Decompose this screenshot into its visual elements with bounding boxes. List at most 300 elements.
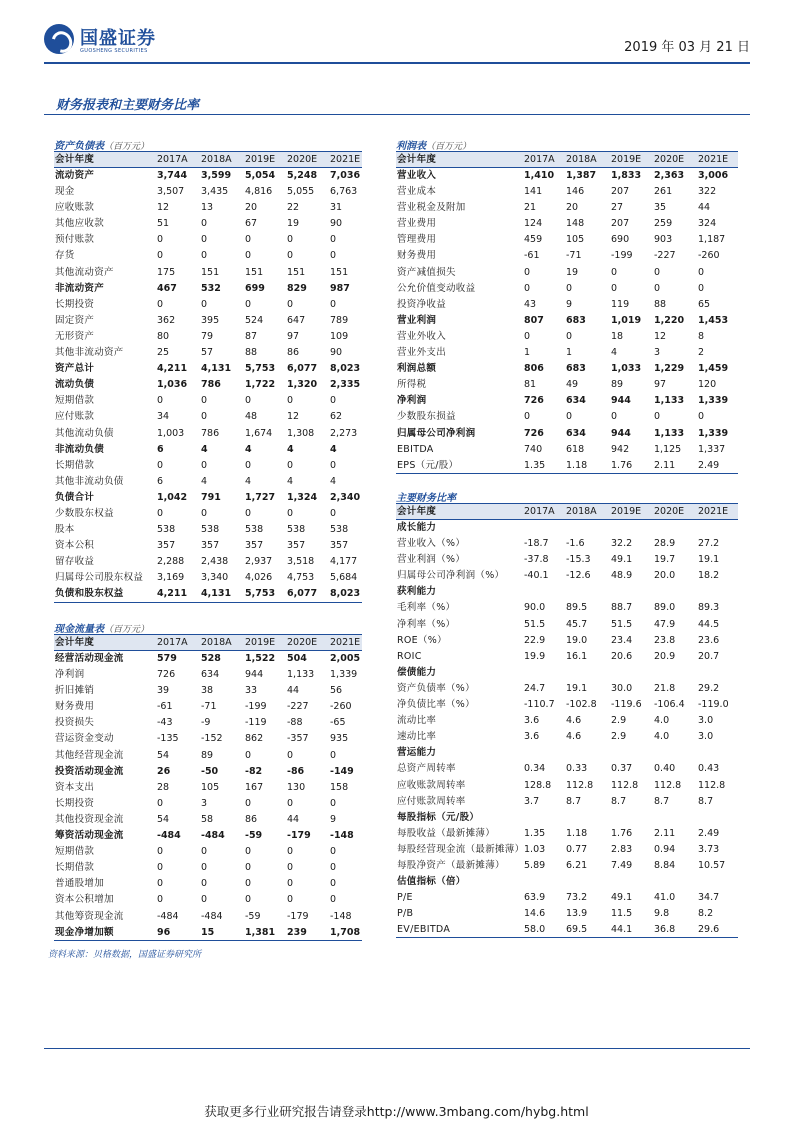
header-year: 2018A — [201, 637, 232, 648]
row-value: 683 — [566, 363, 586, 375]
row-value: 1,708 — [330, 926, 361, 938]
table-row — [396, 426, 738, 442]
row-value: 3 — [654, 347, 661, 359]
row-label: 投资损失 — [55, 717, 95, 729]
row-label: EPS（元/股） — [397, 459, 459, 471]
table-row — [54, 876, 362, 892]
row-label: 每股收益（最新摊薄） — [397, 827, 496, 839]
row-value: 0 — [157, 234, 164, 246]
table-unit: （百万元） — [104, 142, 150, 152]
row-value: 538 — [245, 524, 264, 536]
row-value: 0 — [157, 250, 164, 262]
row-value: 4,753 — [287, 572, 315, 584]
row-value: 10.57 — [698, 859, 726, 871]
row-value: 73.2 — [566, 892, 588, 904]
row-label: 速动比率 — [397, 731, 437, 743]
row-value: -199 — [245, 701, 267, 713]
row-value: 0 — [201, 507, 208, 519]
row-label: 其他非流动资产 — [55, 347, 124, 359]
row-value: 0 — [201, 298, 208, 310]
table-row — [54, 780, 362, 796]
row-value: 726 — [157, 669, 176, 681]
row-label: 长期借款 — [55, 862, 95, 874]
row-value: 1.18 — [566, 827, 588, 839]
table-row — [396, 778, 738, 794]
row-value: 158 — [330, 781, 349, 793]
table-row — [54, 764, 362, 780]
row-value: 0 — [201, 234, 208, 246]
row-value: 0 — [330, 797, 337, 809]
row-value: -1.6 — [566, 538, 585, 550]
row-value: 0.43 — [698, 763, 720, 775]
row-value: 151 — [245, 266, 264, 278]
row-value: 2.11 — [654, 459, 676, 471]
row-value: 0 — [654, 266, 661, 278]
row-value: 1,308 — [287, 427, 315, 439]
row-value: 1,324 — [287, 491, 318, 503]
row-value: 261 — [654, 186, 673, 198]
row-value: 3,006 — [698, 170, 729, 181]
row-value: 89.0 — [654, 602, 676, 614]
row-value: 8,023 — [330, 588, 361, 600]
row-value: -179 — [287, 830, 311, 842]
table-row — [396, 617, 738, 633]
row-value: 86 — [287, 347, 300, 359]
header-year: 2021E — [698, 154, 729, 165]
row-label: 营业外支出 — [397, 347, 447, 359]
row-value: 0 — [157, 507, 164, 519]
row-value: 35 — [654, 202, 667, 214]
row-value: 903 — [654, 234, 673, 246]
table-row — [54, 393, 362, 409]
row-label: 净利润 — [397, 395, 427, 407]
row-value: 0 — [330, 507, 337, 519]
row-value: 0 — [566, 282, 573, 294]
row-value: 0 — [157, 797, 164, 809]
table-row — [396, 232, 738, 248]
table-row — [396, 184, 738, 200]
row-value: 0 — [287, 894, 294, 906]
row-label: 折旧摊销 — [55, 685, 95, 697]
row-value: 0 — [287, 298, 294, 310]
row-value: 1,381 — [245, 926, 276, 938]
row-value: 579 — [157, 653, 177, 664]
table-row — [396, 600, 738, 616]
row-label: 净利润 — [55, 669, 85, 681]
row-value: 0 — [245, 459, 252, 471]
row-label: 估值指标（倍） — [397, 876, 466, 888]
row-label: ROE（%） — [397, 634, 447, 646]
row-value: 0 — [245, 298, 252, 310]
row-value: 3.0 — [698, 731, 714, 743]
row-label: 归属母公司净利润（%） — [397, 570, 505, 582]
row-value: 34.7 — [698, 892, 720, 904]
row-value: 0 — [611, 282, 618, 294]
header-year: 2018A — [566, 154, 597, 165]
table-row — [396, 536, 738, 552]
row-value: -148 — [330, 910, 352, 922]
row-value: 4,026 — [245, 572, 273, 584]
row-value: 942 — [611, 443, 630, 455]
row-value: 18 — [611, 330, 624, 342]
header-label: 会计年度 — [55, 154, 95, 165]
row-value: -135 — [157, 733, 179, 745]
table-row — [396, 313, 738, 329]
table-row — [54, 458, 362, 474]
row-label: 预付账款 — [55, 234, 95, 246]
row-value: 20 — [245, 202, 258, 214]
row-value: 90.0 — [524, 602, 546, 614]
row-label: 普通股增加 — [55, 878, 105, 890]
row-value: 51.5 — [611, 618, 633, 630]
row-value: 0 — [201, 411, 208, 423]
row-value: 0.37 — [611, 763, 633, 775]
row-label: 所得税 — [397, 379, 427, 391]
row-label: EV/EBITDA — [397, 924, 451, 936]
row-label: P/B — [397, 908, 414, 920]
data-source-note: 资料来源：贝格数据，国盛证券研究所 — [48, 950, 202, 960]
row-value: 44.1 — [611, 924, 633, 936]
row-value: 88 — [245, 347, 258, 359]
row-value: 19.1 — [566, 682, 588, 694]
row-value: 0 — [611, 266, 618, 278]
row-value: 0 — [330, 298, 337, 310]
row-value: 0 — [698, 411, 705, 423]
table-row — [54, 651, 362, 667]
row-value: 4,816 — [245, 186, 273, 198]
table-row — [54, 474, 362, 490]
row-value: 22.9 — [524, 634, 546, 646]
row-value: 1,033 — [611, 363, 642, 375]
table-row — [54, 828, 362, 844]
row-value: 2,273 — [330, 427, 358, 439]
row-label: 存货 — [55, 250, 75, 262]
table-row — [396, 248, 738, 264]
row-value: 90 — [330, 347, 343, 359]
row-label: 净利率（%） — [397, 618, 456, 630]
row-value: 0 — [611, 411, 618, 423]
row-value: 0 — [201, 250, 208, 262]
row-value: -227 — [654, 250, 676, 262]
row-value: 2,937 — [245, 556, 273, 568]
table-row — [396, 906, 738, 922]
footer-link-text[interactable]: 获取更多行业研究报告请登录http://www.3mbang.com/hybg.html — [204, 1104, 589, 1119]
row-value: 20 — [566, 202, 579, 214]
row-label: 总资产周转率 — [397, 763, 456, 775]
row-value: 0 — [245, 862, 252, 874]
row-value: 4 — [201, 475, 208, 487]
row-value: 0 — [287, 395, 294, 407]
header-year: 2019E — [611, 154, 642, 165]
table-row — [396, 409, 738, 425]
table-row — [396, 297, 738, 313]
table-row — [54, 313, 362, 329]
row-value: 51 — [157, 218, 170, 230]
row-value: 1,133 — [654, 427, 685, 439]
report-date: 2019 年 03 月 21 日 — [624, 40, 750, 55]
row-value: 0 — [330, 846, 337, 858]
table-row — [54, 361, 362, 377]
row-label: 投资净收益 — [397, 298, 447, 310]
row-value: 20.0 — [654, 570, 676, 582]
row-value: 0 — [330, 459, 337, 471]
table-row — [54, 522, 362, 538]
row-value: 4 — [245, 475, 252, 487]
row-value: 1,339 — [698, 395, 729, 407]
row-value: 28.9 — [654, 538, 676, 550]
section-title: 财务报表和主要财务比率 — [56, 98, 200, 113]
row-value: -152 — [201, 733, 223, 745]
row-value: 8 — [698, 330, 705, 342]
row-value: 44 — [287, 813, 300, 825]
row-value: 19.9 — [524, 650, 546, 662]
row-label: 偿债能力 — [397, 666, 437, 678]
table-row — [396, 681, 738, 697]
row-value: 28 — [157, 781, 170, 793]
row-value: 13 — [201, 202, 214, 214]
row-value: 0 — [287, 234, 294, 246]
row-value: 6 — [157, 475, 164, 487]
row-label: 其他流动负债 — [55, 427, 114, 439]
row-value: 3,169 — [157, 572, 185, 584]
row-value: 0.40 — [654, 763, 676, 775]
row-value: 96 — [157, 926, 171, 938]
row-value: 109 — [330, 330, 349, 342]
table-title: 利润表 — [396, 141, 426, 152]
row-value: 1,339 — [698, 427, 729, 439]
table-row — [396, 761, 738, 777]
row-label: 流动资产 — [55, 170, 95, 181]
row-value: 6,077 — [287, 363, 318, 375]
income-statement-table — [396, 137, 738, 474]
table-row — [54, 699, 362, 715]
row-value: 726 — [524, 427, 544, 439]
row-value: 3.6 — [524, 715, 540, 727]
row-value: 4 — [287, 475, 294, 487]
row-value: 3.7 — [524, 795, 540, 807]
row-value: 0 — [245, 250, 252, 262]
table-header-row — [54, 152, 362, 168]
row-label: 少数股东权益 — [55, 507, 114, 519]
row-value: 8.84 — [654, 859, 676, 871]
row-value: -61 — [524, 250, 540, 262]
row-value: 0 — [157, 395, 164, 407]
row-value: 24.7 — [524, 682, 546, 694]
table-row — [54, 892, 362, 908]
header-label: 会计年度 — [397, 154, 437, 165]
row-value: 32.2 — [611, 538, 633, 550]
row-label: 固定资产 — [55, 314, 95, 326]
row-value: 0 — [698, 282, 705, 294]
row-value: 1,387 — [566, 170, 597, 181]
company-logo — [44, 22, 184, 60]
row-value: 0 — [245, 846, 252, 858]
row-value: 1,133 — [654, 395, 685, 407]
row-value: 1,410 — [524, 170, 555, 181]
row-value: 1,339 — [330, 669, 358, 681]
row-value: -357 — [287, 733, 309, 745]
table-row — [54, 683, 362, 699]
table-row — [54, 570, 362, 586]
table-row — [54, 297, 362, 313]
table-row — [54, 248, 362, 264]
row-label: 财务费用 — [55, 701, 95, 713]
row-value: 0.34 — [524, 763, 546, 775]
row-label: 成长能力 — [397, 522, 437, 533]
table-row — [396, 393, 738, 409]
row-label: 营业成本 — [397, 186, 437, 198]
row-value: 944 — [611, 427, 631, 439]
row-value: 23.6 — [698, 634, 720, 646]
row-value: 1,019 — [611, 314, 642, 326]
table-row — [396, 697, 738, 713]
row-value: -148 — [330, 830, 354, 842]
table-row — [396, 745, 738, 761]
row-value: 1 — [524, 347, 531, 359]
row-value: -149 — [330, 765, 354, 777]
row-value: 151 — [330, 266, 349, 278]
row-value: 0 — [201, 862, 208, 874]
row-label: 负债和股东权益 — [55, 588, 124, 600]
row-value: 7.49 — [611, 859, 633, 871]
row-value: 0 — [287, 507, 294, 519]
row-value: 504 — [287, 653, 307, 664]
table-row — [54, 506, 362, 522]
row-value: 57 — [201, 347, 214, 359]
row-value: 0 — [245, 507, 252, 519]
row-value: 151 — [201, 266, 220, 278]
row-label: 管理费用 — [397, 234, 437, 246]
table-row — [54, 538, 362, 554]
row-value: 130 — [287, 781, 306, 793]
row-value: 1,674 — [245, 427, 273, 439]
row-value: 538 — [287, 524, 306, 536]
row-value: 6,077 — [287, 588, 318, 600]
row-label: 长期投资 — [55, 797, 95, 809]
table-row — [396, 552, 738, 568]
row-value: 19.0 — [566, 634, 588, 646]
table-row — [396, 377, 738, 393]
row-value: 21 — [524, 202, 537, 214]
row-value: 207 — [611, 186, 630, 198]
table-row — [54, 860, 362, 876]
row-value: 357 — [201, 540, 220, 552]
row-value: 0.33 — [566, 763, 588, 775]
row-value: 11.5 — [611, 908, 633, 920]
table-title: 资产负债表 — [54, 141, 104, 152]
row-value: 0 — [287, 862, 294, 874]
row-value: 3,340 — [201, 572, 229, 584]
row-value: 146 — [566, 186, 585, 198]
row-value: -50 — [201, 765, 219, 777]
row-value: 12 — [654, 330, 667, 342]
row-value: 0 — [157, 878, 164, 890]
row-value: 44.5 — [698, 618, 720, 630]
header-label: 会计年度 — [55, 637, 95, 648]
row-value: 690 — [611, 234, 630, 246]
row-label: 投资活动现金流 — [55, 765, 124, 777]
row-label: 资本公积增加 — [55, 894, 114, 906]
table-row — [54, 409, 362, 425]
row-value: 97 — [654, 379, 667, 391]
table-row — [396, 329, 738, 345]
row-value: 0 — [330, 749, 337, 761]
row-value: 239 — [287, 926, 307, 938]
row-value: 49.1 — [611, 892, 633, 904]
row-value: 0 — [330, 878, 337, 890]
row-value: 4 — [287, 443, 294, 455]
row-value: 0 — [330, 894, 337, 906]
row-value: 4 — [201, 443, 208, 455]
row-label: 营业费用 — [397, 218, 437, 230]
row-label: 资本公积 — [55, 540, 95, 552]
row-value: 7,036 — [330, 170, 361, 181]
header-year: 2017A — [157, 637, 188, 648]
row-value: -119.0 — [698, 699, 729, 711]
row-value: 0 — [654, 282, 661, 294]
row-value: 79 — [201, 330, 214, 342]
row-value: -59 — [245, 910, 261, 922]
row-value: 4,131 — [201, 588, 232, 600]
row-value: 8,023 — [330, 363, 361, 375]
row-value: 0 — [287, 749, 294, 761]
row-value: 44 — [287, 685, 300, 697]
table-row — [396, 584, 738, 600]
table-row — [54, 442, 362, 458]
row-value: 2,288 — [157, 556, 185, 568]
row-value: 69.5 — [566, 924, 588, 936]
row-value: 1,187 — [698, 234, 726, 246]
row-value: 33 — [245, 685, 258, 697]
row-value: 4 — [611, 347, 618, 359]
row-value: 0 — [201, 894, 208, 906]
table-title: 现金流量表 — [54, 624, 104, 635]
row-label: 非流动负债 — [55, 443, 105, 455]
row-label: 营业利润 — [397, 314, 437, 326]
section-divider — [44, 114, 750, 115]
row-label: 现金净增加额 — [55, 926, 114, 938]
table-row — [396, 810, 738, 826]
row-label: 利润总额 — [397, 363, 437, 375]
row-value: 27.2 — [698, 538, 720, 550]
row-value: 62 — [330, 411, 343, 423]
row-value: 2,438 — [201, 556, 229, 568]
table-row — [396, 858, 738, 874]
row-value: -199 — [611, 250, 633, 262]
row-value: 0 — [287, 250, 294, 262]
row-label: 应收账款 — [55, 202, 95, 214]
row-label: 公允价值变动收益 — [397, 282, 476, 294]
row-value: 22 — [287, 202, 300, 214]
row-label: 其他投资现金流 — [55, 813, 124, 825]
table-row — [54, 925, 362, 941]
row-value: 0 — [524, 282, 531, 294]
row-value: 0 — [245, 749, 252, 761]
row-label: 应付账款 — [55, 411, 95, 423]
row-value: 1,125 — [654, 443, 682, 455]
row-label: 每股指标（元/股） — [397, 811, 480, 823]
row-value: 357 — [245, 540, 264, 552]
table-row — [396, 520, 738, 536]
row-value: 14.6 — [524, 908, 546, 920]
table-header-row — [54, 635, 362, 651]
row-value: 0 — [287, 846, 294, 858]
row-value: 944 — [245, 669, 264, 681]
row-value: 1,003 — [157, 427, 185, 439]
table-row — [396, 922, 738, 938]
table-row — [396, 665, 738, 681]
row-value: 634 — [566, 427, 586, 439]
